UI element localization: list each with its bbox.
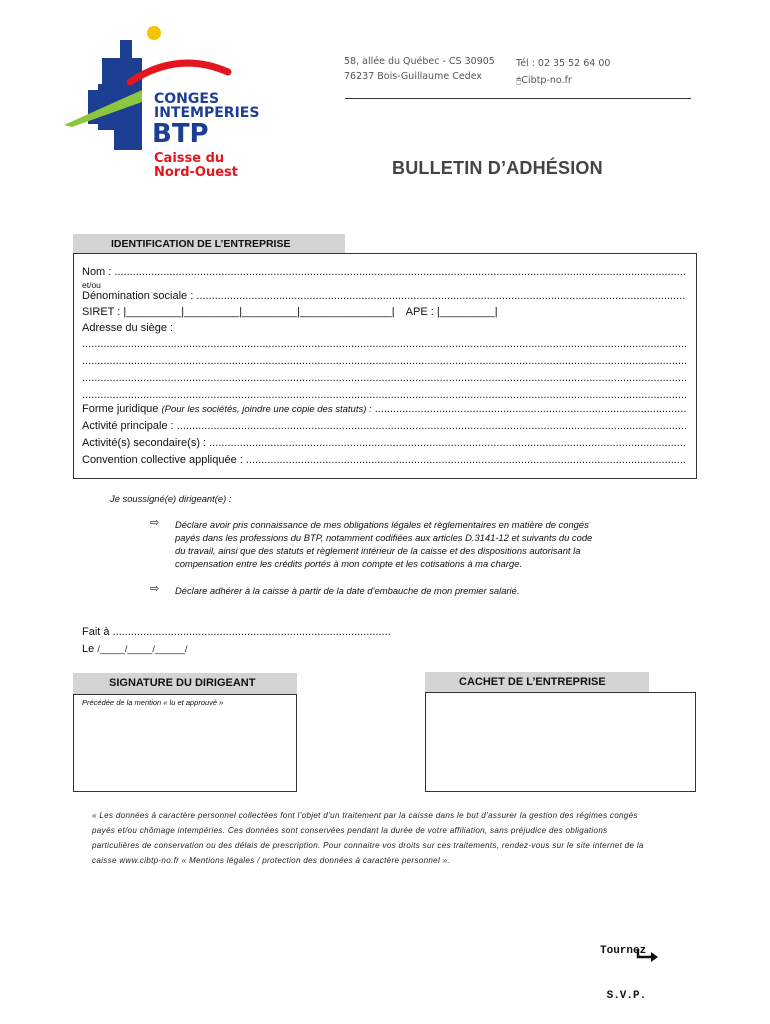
declaration-item-1-line: Déclare avoir pris connaissance de mes obligations légales et règlementaires en matière de congés: [175, 519, 589, 530]
activite-secondaire-label: Activité(s) secondaire(s) :: [82, 437, 207, 449]
nom-label: Nom :: [82, 266, 112, 278]
forme-juridique-note: (Pour les sociétés, joindre une copie des statuts) :: [161, 404, 372, 415]
nom-field[interactable]: [82, 266, 686, 278]
activite-principale-field[interactable]: [82, 420, 686, 432]
denomination-label: Dénomination sociale :: [82, 290, 194, 302]
address-line-1: 58, allée du Québec - CS 30905: [344, 56, 495, 67]
arrow-right-icon: ⇨: [150, 583, 160, 595]
page-title: BULLETIN D’ADHÉSION: [392, 158, 603, 178]
tournez-label: Tournez: [600, 945, 647, 957]
svp-label: S.V.P.: [606, 990, 647, 1002]
website[interactable]: [516, 75, 572, 86]
signature-note: Précédée de la mention « lu et approuvé »: [82, 698, 224, 707]
date-label: Le: [82, 643, 95, 655]
mouse-icon: 🖰: [516, 76, 522, 86]
convention-collective-field[interactable]: [82, 454, 686, 466]
activite-secondaire-field[interactable]: [82, 437, 686, 449]
legal-line: payés et/ou chômage intempéries. Ces données sont conservées pendant la durée de votre affiliation, sans préjudice des obligations: [92, 826, 608, 835]
declaration-intro: Je soussigné(e) dirigeant(e) :: [110, 493, 232, 504]
logo-line-intemperies: INTEMPERIES: [154, 105, 260, 121]
cachet-box[interactable]: [425, 692, 696, 792]
activite-principale-label: Activité principale :: [82, 420, 174, 432]
convention-collective-label: Convention collective appliquée :: [82, 454, 243, 466]
turn-arrow-icon: [636, 948, 660, 964]
logo-line-btp: BTP: [152, 119, 209, 149]
arrow-right-icon: ⇨: [150, 517, 160, 529]
legal-line: caisse www.cibtp-no.fr « Mentions légales / protection des données à caractère personnel ».: [92, 856, 450, 865]
declaration-item-1-line: payés dans les professions du BTP, notamment codifiées aux articles D.3141-12 et suivants du code: [175, 532, 593, 543]
fait-a-field[interactable]: [82, 626, 391, 638]
legal-line: particulières de conservation ou des délais de prescription. Pour connaitre vos droits sur ces traitements, rendez-vous sur le site internet de la: [92, 841, 644, 850]
legal-line: « Les données à caractère personnel collectées font l’objet d’un traitement par la caisse dans le but d’assurer la gestion des régimes congés: [92, 811, 638, 820]
logo: [58, 20, 273, 185]
website-text[interactable]: Cibtp-no.fr: [521, 75, 572, 86]
signature-box[interactable]: [73, 694, 297, 792]
logo-line-caisse: Caisse du: [154, 151, 225, 166]
signature-section-label: SIGNATURE DU DIRIGEANT: [73, 673, 297, 694]
header-divider: [345, 98, 691, 99]
date-blanks: /_____/_____/______/: [97, 644, 188, 654]
declaration-item-1-line: compensation entre les crédits portés à mon compte et les cotisations à ma charge.: [175, 558, 523, 569]
siret-ape-row[interactable]: [82, 306, 686, 318]
siret-field[interactable]: SIRET : |_________|_________|_________|_______________|: [82, 306, 395, 318]
declaration-item-1: [175, 518, 695, 570]
etou-label: et/ou: [82, 280, 101, 290]
ape-field[interactable]: APE : |_________|: [405, 306, 498, 318]
identification-section-label: IDENTIFICATION DE L’ENTREPRISE: [73, 234, 345, 254]
adresse-line-3[interactable]: [82, 372, 686, 384]
forme-juridique-label: Forme juridique: [82, 403, 159, 415]
adresse-line-1[interactable]: [82, 338, 686, 350]
logo-line-nord-ouest: Nord-Ouest: [154, 165, 238, 180]
date-field[interactable]: [82, 643, 187, 655]
declaration-item-2: Déclare adhérer à la caisse à partir de la date d’embauche de mon premier salarié.: [175, 585, 520, 596]
declaration-item-1-line: du travail, ainsi que des statuts et règlement intérieur de la caisse et des dispositions autorisant la: [175, 545, 581, 556]
adresse-label: Adresse du siège :: [82, 322, 174, 334]
adresse-line-4[interactable]: [82, 389, 686, 401]
phone-number: Tél : 02 35 52 64 00: [516, 58, 611, 69]
address-line-2: 76237 Bois-Guillaume Cedex: [344, 71, 483, 82]
logo-line-conges: CONGES: [154, 91, 220, 107]
fait-a-label: Fait à: [82, 626, 110, 638]
forme-juridique-field[interactable]: [82, 403, 686, 415]
tournez-svp: [600, 914, 646, 1019]
legal-notice: [92, 808, 682, 868]
denomination-field[interactable]: [82, 290, 686, 302]
cachet-section-label: CACHET DE L’ENTREPRISE: [425, 672, 649, 693]
adresse-line-2[interactable]: [82, 355, 686, 367]
fait-a-dots: ...........................................................................................: [112, 626, 391, 638]
